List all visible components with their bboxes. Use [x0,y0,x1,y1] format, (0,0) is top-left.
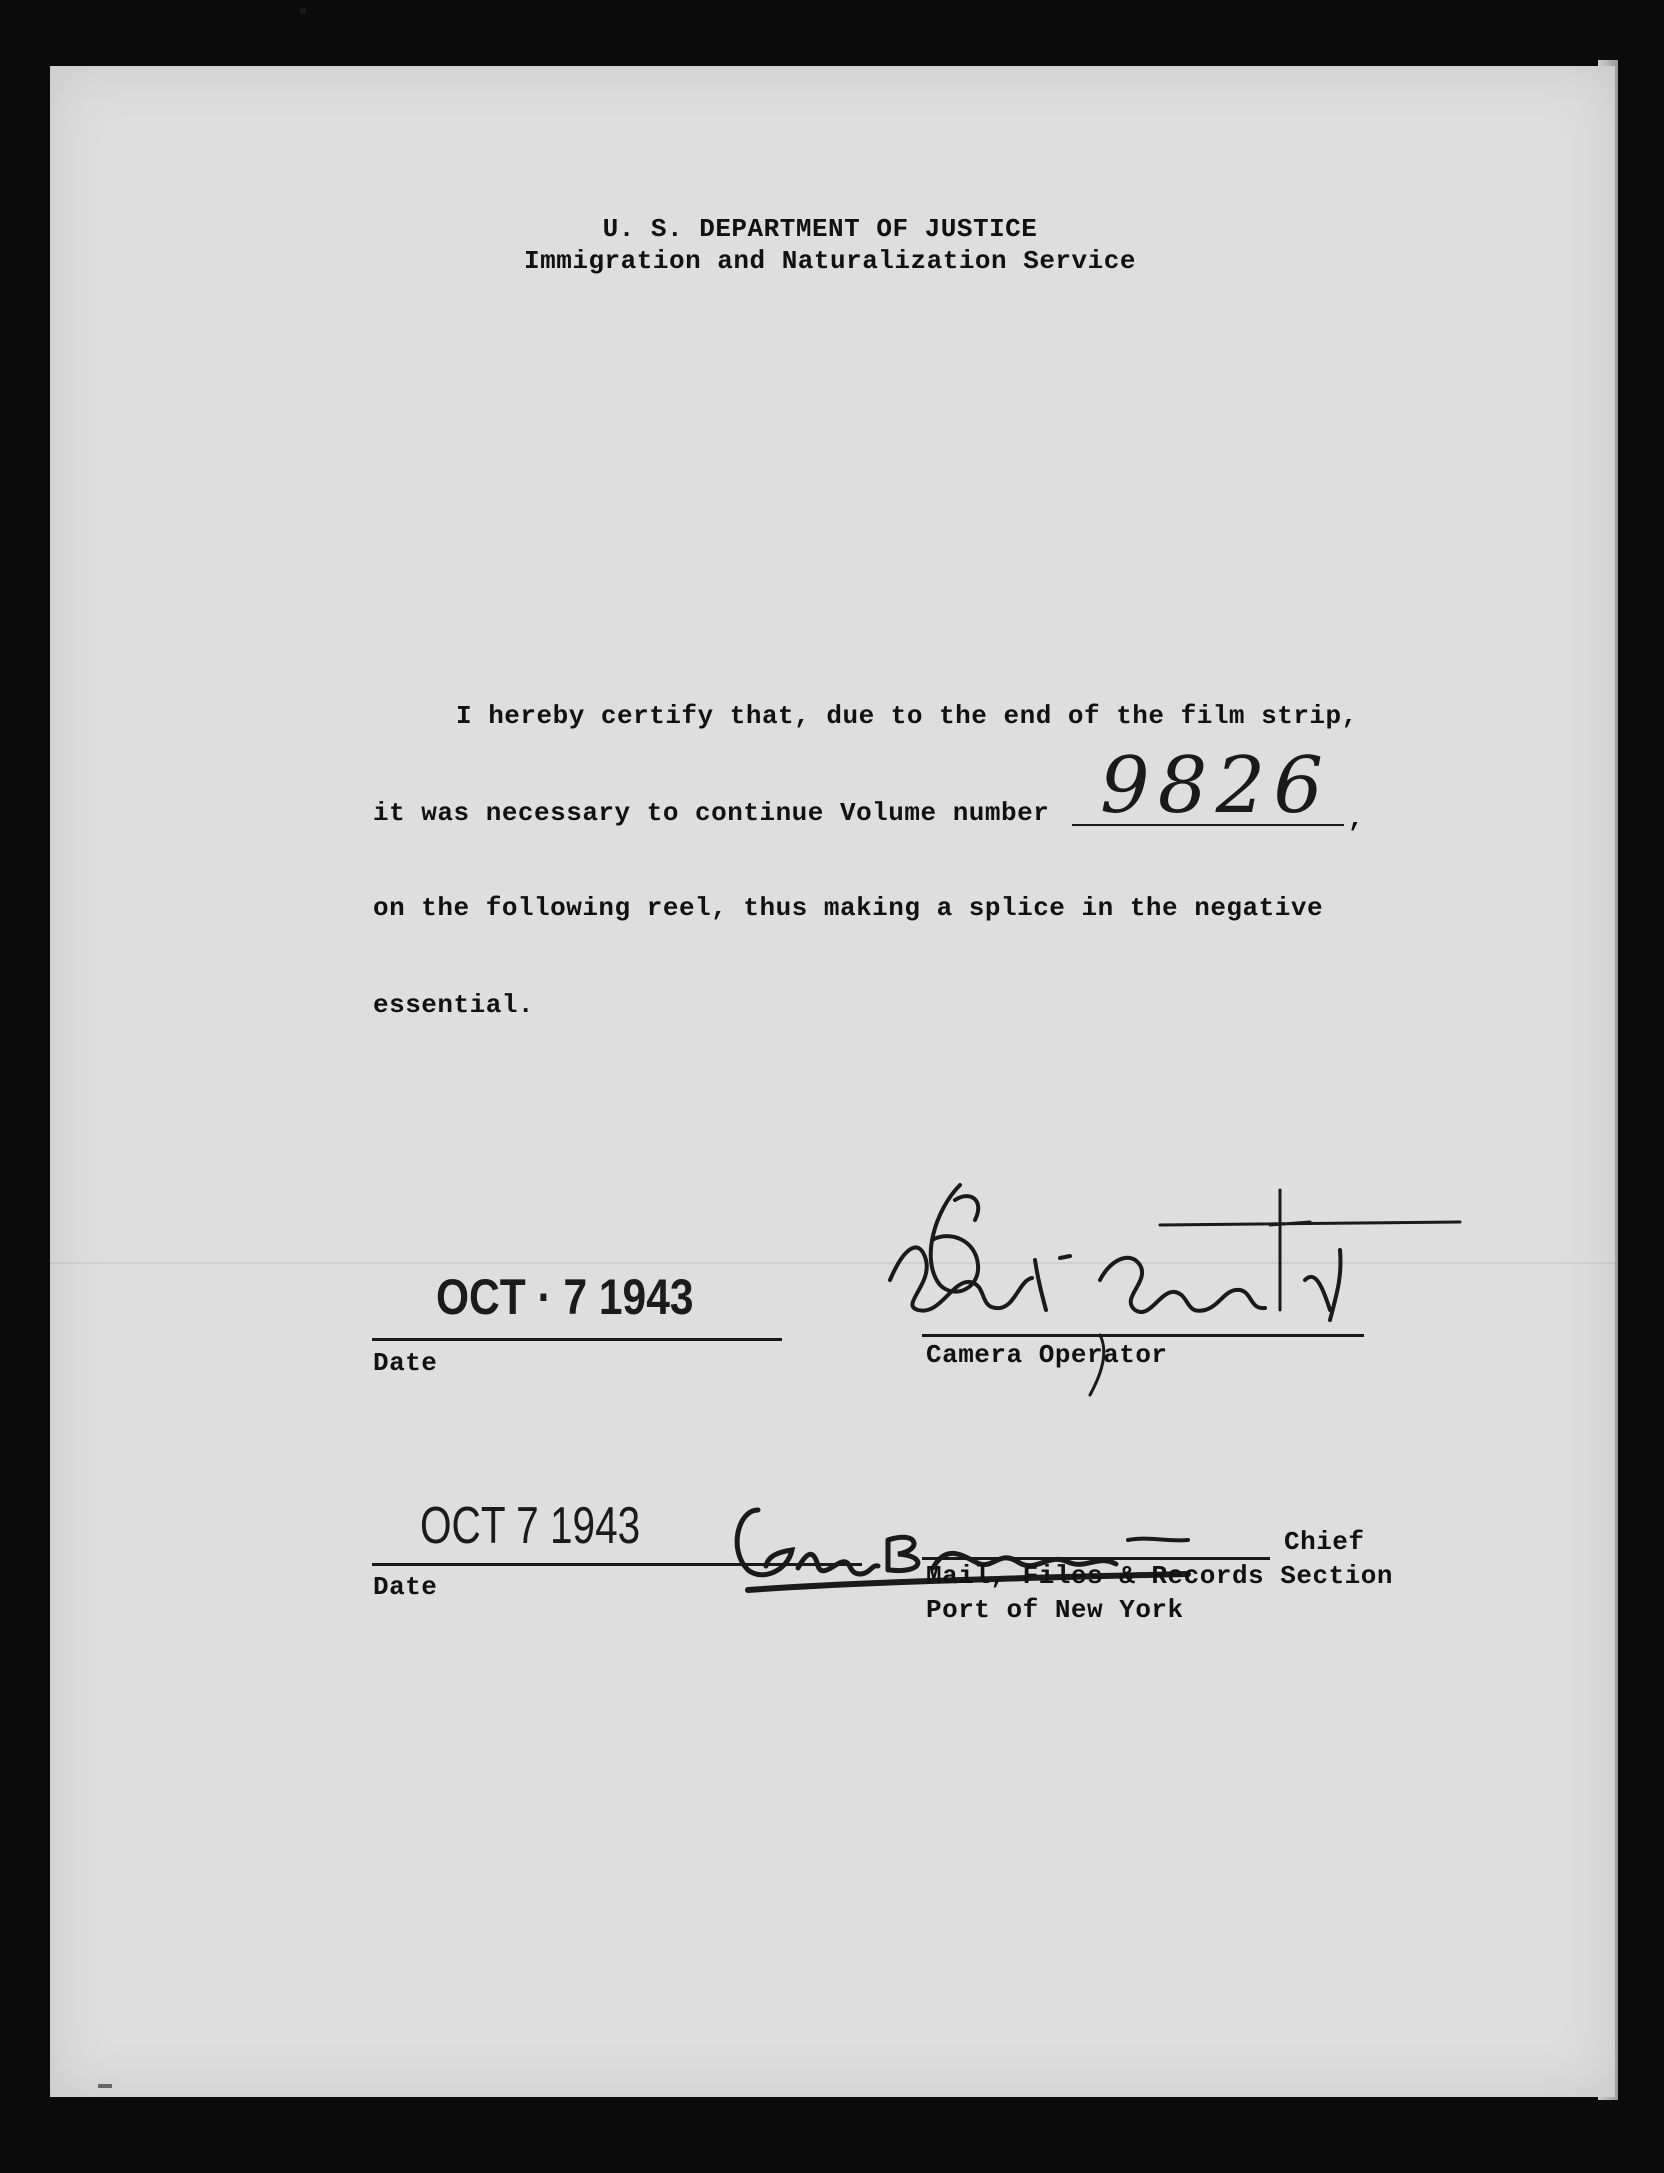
certification-line-4: essential. [373,990,535,1020]
certification-line-2: it was necessary to continue Volume number [373,798,1050,828]
volume-number-text: 9826 [1100,741,1345,831]
date-label-1: Date [373,1348,438,1378]
date-stamp-1: OCT · 7 1943 [436,1269,694,1325]
date-stamp-2: OCT 7 1943 [420,1497,641,1555]
camera-operator-line [922,1334,1364,1337]
date-label-2: Date [373,1572,438,1602]
certification-line-3: on the following reel, thus making a splice in the negative [373,893,1324,923]
date-line-1 [372,1338,782,1341]
scan-border-mark [300,8,306,14]
certification-line-1: I hereby certify that, due to the end of the film strip, [456,701,1358,731]
chief-title-line-2: Port of New York [926,1595,1184,1625]
department-heading: U. S. DEPARTMENT OF JUSTICE [602,214,1038,244]
scan-corner-mark [98,2084,112,2088]
document-page [50,66,1615,2097]
service-heading: Immigration and Naturalization Service [524,246,1136,276]
chief-signature-line [922,1557,1270,1560]
chief-title-line-1: Mail, Files & Records Section [926,1561,1393,1591]
handwritten-volume-number [1080,740,1360,830]
camera-operator-label: Camera Operator [926,1340,1168,1370]
chief-title: Chief [1284,1527,1365,1557]
line-2-comma: , [1348,804,1365,834]
